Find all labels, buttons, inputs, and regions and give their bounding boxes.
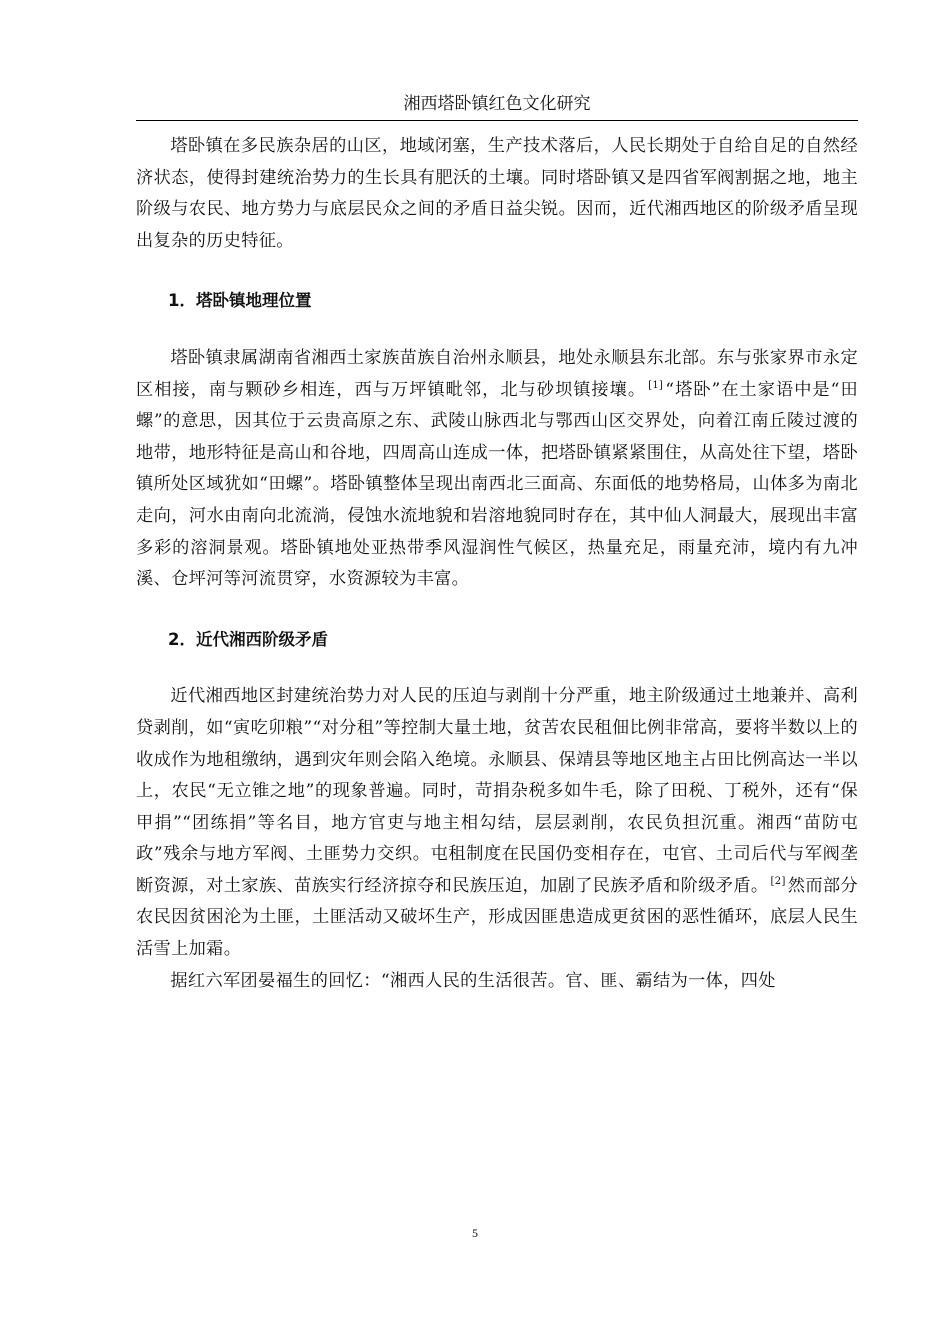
geography-paragraph	[136, 343, 858, 596]
running-header: 湘西塔卧镇红色文化研究	[403, 94, 591, 114]
geography-text-part2: “塔卧”在土家语中是“田螺”的意思，因其位于云贵高原之东、武陵山脉西北与鄂西山区交界处，向着江南丘陵过渡的地带，地形特征是高山和谷地，四周高山连成一体，把塔卧镇紧紧围住，从高处往下望，塔卧镇所处区域犹如“田螺”。塔卧镇整体呈现出南西北三面高、东面低的地势格局，山体多为南北走向，河水由南向北流淌，侵蚀水流地貌和岩溶地貌同时存在，其中仙人洞最大，展现出丰富多彩的溶洞景观。塔卧镇地处亚热带季风湿润性气候区，热量充足，雨量充沛，境内有九冲溪、仓坪河等河流贯穿，水资源较为丰富。	[136, 379, 858, 590]
document-body	[136, 131, 858, 997]
intro-paragraph: 塔卧镇在多民族杂居的山区，地域闭塞，生产技术落后，人民长期处于自给自足的自然经济状态，使得封建统治势力的生长具有肥沃的土壤。同时塔卧镇又是四省军阀割据之地，地主阶级与农民、地方势力与底层民众之间的矛盾日益尖锐。因而，近代湘西地区的阶级矛盾呈现出复杂的历史特征。	[136, 136, 858, 251]
class-conflict-text-part2: 然而部分农民因贫困沦为土匪，土匪活动又破坏生产，形成因匪患造成更贫困的恶性循环，底层人民生活雪上加霜。	[136, 875, 858, 960]
section-heading-geography: 1．塔卧镇地理位置	[168, 291, 312, 311]
geography-text-part1: 塔卧镇隶属湖南省湘西土家族苗族自治州永顺县，地处永顺县东北部。东与张家界市永定区相接，南与颗砂乡相连，西与万坪镇毗邻，北与砂坝镇接壤。	[136, 347, 858, 400]
section-heading-class-conflict: 2．近代湘西阶级矛盾	[168, 629, 328, 649]
page-number: 5	[472, 1226, 478, 1240]
citation-1: [1]	[648, 379, 664, 391]
citation-2: [2]	[770, 876, 786, 888]
header-divider	[136, 120, 858, 121]
class-conflict-paragraph	[136, 681, 858, 965]
memoir-quote-paragraph: 据红六军团晏福生的回忆：“湘西人民的生活很苦。官、匪、霸结为一体，四处	[170, 970, 776, 991]
class-conflict-text-part1: 近代湘西地区封建统治势力对人民的压迫与剥削十分严重，地主阶级通过土地兼并、高利贷剥削，如“寅吃卯粮”“对分租”等控制大量土地，贫苦农民租佃比例非常高，要将半数以上的收成作为地租缴纳，遇到灾年则会陷入绝境。永顺县、保靖县等地区地主占田比例高达一半以上，农民“无立锥之地”的现象普遍。同时，苛捐杂税多如牛毛，除了田税、丁税外，还有“保甲捐”“团练捐”等名目，地方官吏与地主相勾结，层层剥削，农民负担沉重。湘西“苗防屯政”残余与地方军阀、土匪势力交织。屯租制度在民国仍变相存在，屯官、土司后代与军阀垄断资源，对土家族、苗族实行经济掠夺和民族压迫，加剧了民族矛盾和阶级矛盾。	[136, 686, 858, 896]
